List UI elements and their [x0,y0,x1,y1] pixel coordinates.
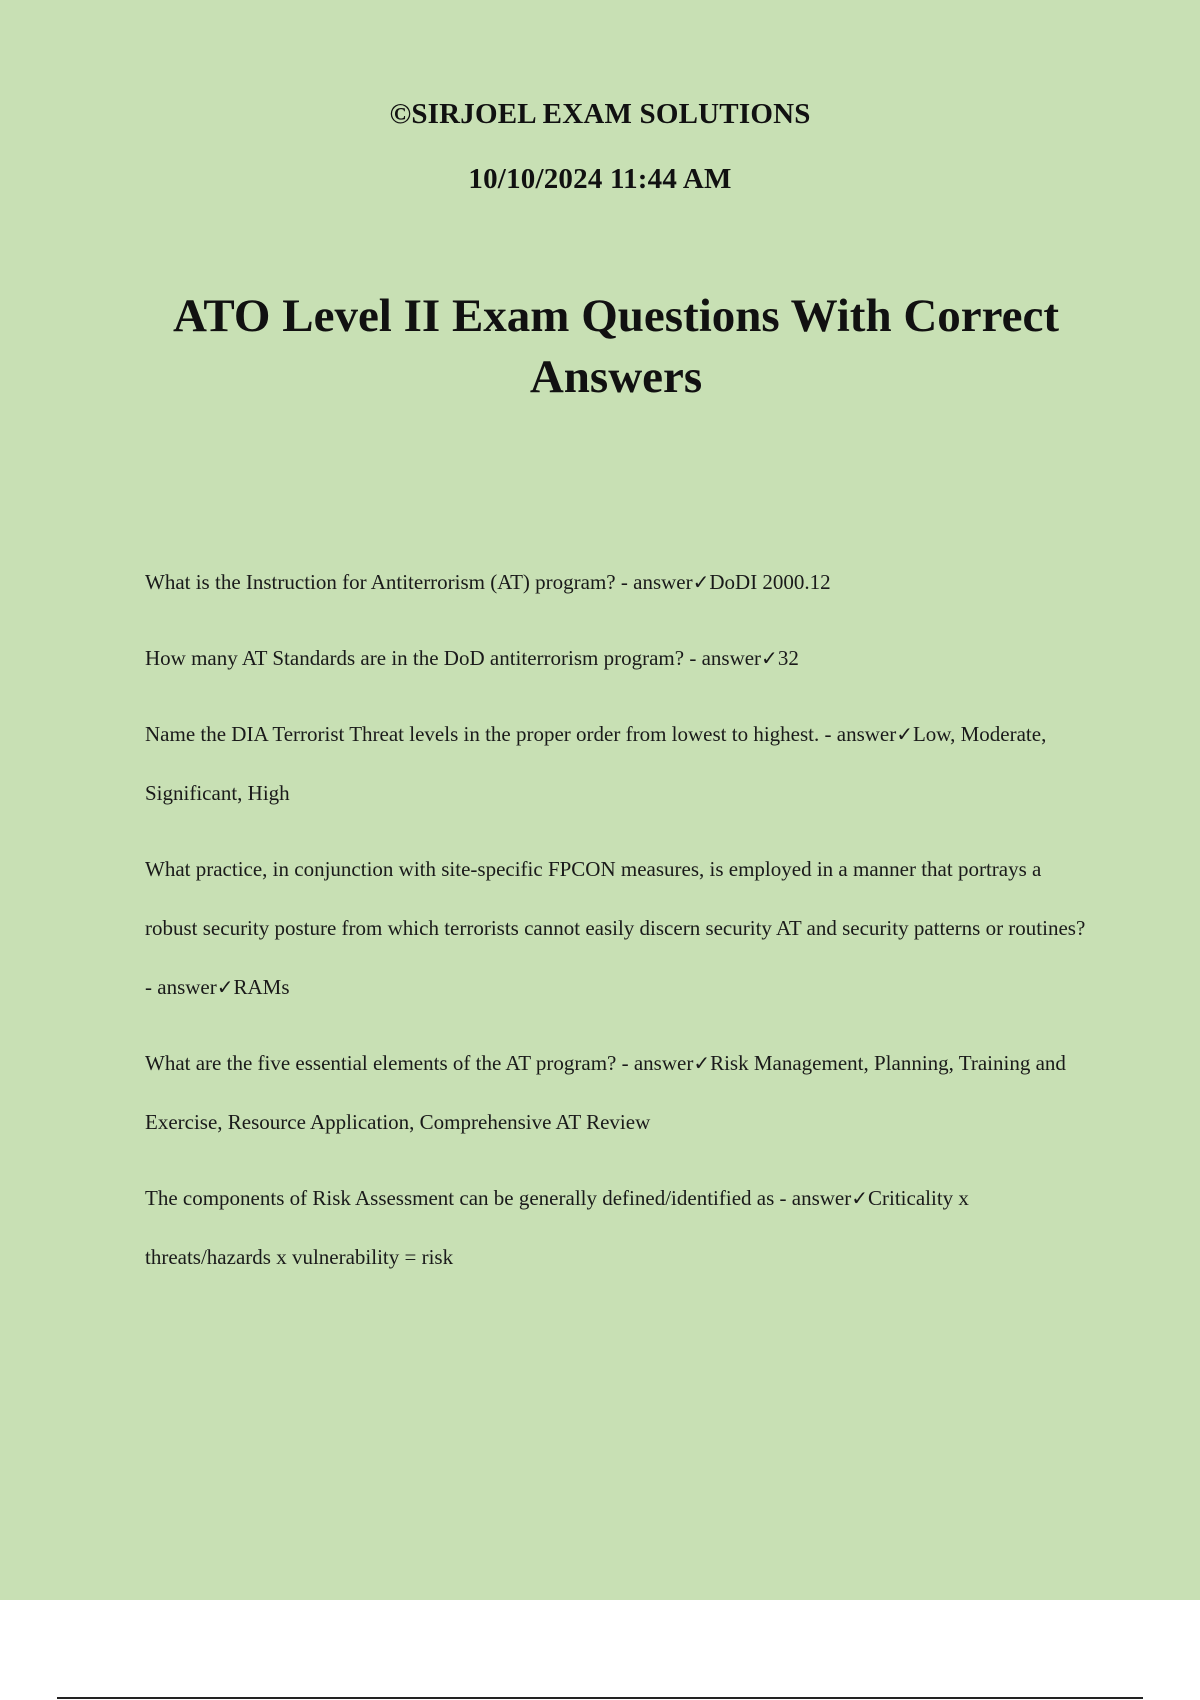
answer-text: Low, Moderate, Significant, High [145,722,1047,805]
qa-item [145,1034,1090,1152]
qa-list [145,553,1090,1304]
answer-label: - answer [684,646,762,670]
checkmark-icon: ✓ [851,1186,868,1210]
answer-label: - answer [774,1186,852,1210]
question-text: What is the Instruction for Antiterrorism (AT) program? [145,570,616,594]
qa-item [145,629,1090,688]
answer-text: DoDI 2000.12 [709,570,831,594]
qa-item [145,705,1090,823]
answer-label: - answer [819,722,897,746]
document-title: ATO Level II Exam Questions With Correct Answers [172,290,1060,403]
answer-text: 32 [777,646,799,670]
answer-text: Criticality x threats/hazards x vulnerability = risk [145,1186,969,1269]
footer-divider [57,1697,1143,1699]
qa-item [145,553,1090,612]
checkmark-icon: ✓ [692,570,710,594]
answer-label: - answer [616,1051,694,1075]
answer-text: RAMs [233,975,290,999]
checkmark-icon: ✓ [693,1051,711,1075]
checkmark-icon: ✓ [896,722,913,746]
document-timestamp: 10/10/2024 11:44 AM [468,163,732,195]
answer-text: Risk Management, Planning, Training and Exercise, Resource Application, Comprehensive AT Review [145,1051,1066,1134]
question-text: The components of Risk Assessment can be generally defined/identified as [145,1186,775,1210]
checkmark-icon: ✓ [761,646,778,670]
question-text: What are the five essential elements of the AT program? [145,1051,617,1075]
answer-label: - answer [145,975,217,999]
qa-item [145,1169,1090,1287]
question-text: How many AT Standards are in the DoD antiterrorism program? [145,646,685,670]
qa-item [145,840,1090,1017]
question-text: Name the DIA Terrorist Threat levels in the proper order from lowest to highest. [145,722,820,746]
brand-header: ©SIRJOEL EXAM SOLUTIONS [389,98,811,130]
question-text: What practice, in conjunction with site-specific FPCON measures, is employed in a manner that portrays a robust security posture from which terrorists cannot easily discern security AT and security patterns or routines? [145,857,1086,940]
checkmark-icon: ✓ [216,975,234,999]
answer-label: - answer [615,570,693,594]
